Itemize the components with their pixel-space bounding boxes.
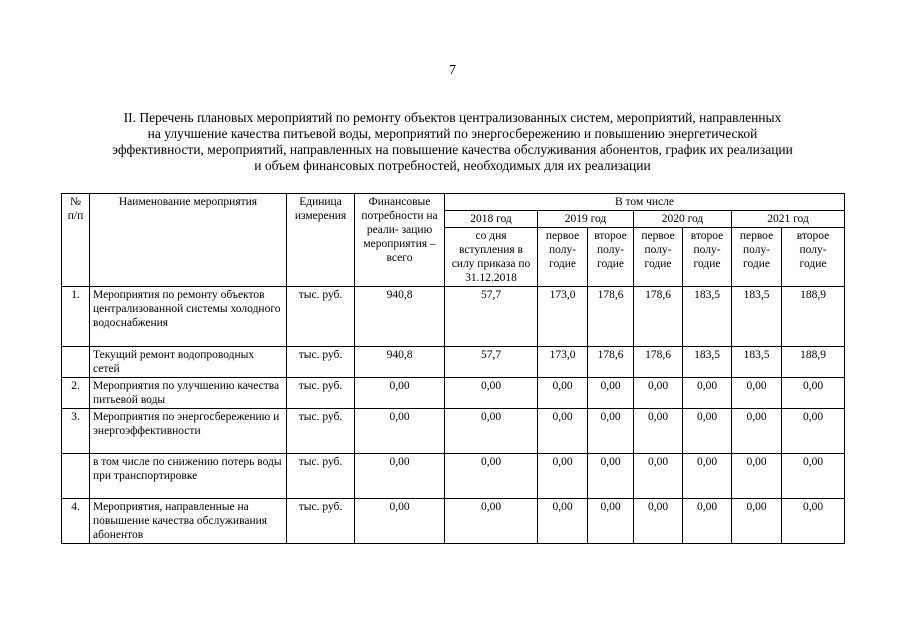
row-2018: 0,00 [445,378,538,409]
row-2021-second: 188,9 [782,287,845,347]
row-2021-second: 0,00 [782,409,845,454]
row-name: Мероприятия по энергосбережению и энергоэффективности [90,409,287,454]
header-finance: Финансовые потребности на реали- зацию мероприятия – всего [355,194,445,287]
row-num [62,454,90,499]
header-second-half: второе полу- годие [683,228,732,287]
row-num: 2. [62,378,90,409]
header-first-half: первое полу- годие [732,228,782,287]
heading-line: эффективности, мероприятий, направленных на повышение качества обслуживания абонентов, график их реализации [112,142,793,157]
header-name: Наименование мероприятия [90,194,287,287]
table-row [62,499,845,544]
row-2020-second: 0,00 [683,378,732,409]
header-including: В том числе [445,194,845,211]
row-2019-second: 178,6 [588,287,634,347]
row-2018: 0,00 [445,499,538,544]
row-unit: тыс. руб. [287,499,355,544]
row-2018: 57,7 [445,347,538,378]
table-row [62,409,845,454]
page-number: 7 [449,63,456,78]
row-num: 4. [62,499,90,544]
row-2020-first: 0,00 [634,454,683,499]
row-2021-first: 183,5 [732,347,782,378]
row-2021-second: 0,00 [782,378,845,409]
row-num: 3. [62,409,90,454]
row-2019-second: 0,00 [588,454,634,499]
header-year: 2021 год [732,211,845,228]
row-2018: 57,7 [445,287,538,347]
row-2021-second: 0,00 [782,454,845,499]
header-year: 2020 год [634,211,732,228]
row-name: Текущий ремонт водопроводных сетей [90,347,287,378]
row-name: Мероприятия по улучшению качества питьевой воды [90,378,287,409]
row-2019-first: 0,00 [538,454,588,499]
row-num [62,347,90,378]
row-unit: тыс. руб. [287,347,355,378]
row-2020-second: 183,5 [683,347,732,378]
row-2019-first: 0,00 [538,378,588,409]
row-2019-first: 0,00 [538,499,588,544]
row-2020-first: 0,00 [634,409,683,454]
header-first-half: первое полу- годие [634,228,683,287]
row-2020-second: 183,5 [683,287,732,347]
row-2021-first: 0,00 [732,378,782,409]
row-2021-first: 0,00 [732,499,782,544]
header-unit: Единица измерения [287,194,355,287]
row-total: 940,8 [355,287,445,347]
row-2019-second: 0,00 [588,378,634,409]
header-first-half: первое полу- годие [538,228,588,287]
header-year: 2018 год [445,211,538,228]
row-2018: 0,00 [445,409,538,454]
heading-line: II. Перечень плановых мероприятий по ремонту объектов централизованных систем, мероприятий, направленных [123,110,782,125]
row-unit: тыс. руб. [287,378,355,409]
row-total: 0,00 [355,454,445,499]
row-2018: 0,00 [445,454,538,499]
row-name: Мероприятия по ремонту объектов централизованной системы холодного водоснабжения [90,287,287,347]
row-total: 0,00 [355,378,445,409]
row-2021-second: 0,00 [782,499,845,544]
row-2020-second: 0,00 [683,499,732,544]
row-total: 0,00 [355,499,445,544]
plan-table [61,193,845,544]
row-2019-second: 0,00 [588,409,634,454]
row-2021-second: 188,9 [782,347,845,378]
row-2020-second: 0,00 [683,454,732,499]
row-total: 940,8 [355,347,445,378]
table-row [62,454,845,499]
header-year: 2019 год [538,211,634,228]
row-2020-first: 178,6 [634,347,683,378]
table-row [62,347,845,378]
row-2020-second: 0,00 [683,409,732,454]
header-num: № п/п [62,194,90,287]
row-name: Мероприятия, направленные на повышение качества обслуживания абонентов [90,499,287,544]
header-second-half: второе полу- годие [588,228,634,287]
header-2018-period: со дня вступления в силу приказа по 31.12.2018 [445,228,538,287]
row-2020-first: 178,6 [634,287,683,347]
row-2019-first: 173,0 [538,287,588,347]
row-2021-first: 183,5 [732,287,782,347]
row-2019-first: 0,00 [538,409,588,454]
section-heading [60,110,845,174]
row-2020-first: 0,00 [634,378,683,409]
row-unit: тыс. руб. [287,454,355,499]
row-2019-first: 173,0 [538,347,588,378]
row-2019-second: 0,00 [588,499,634,544]
table-row [62,378,845,409]
heading-line: и объем финансовых потребностей, необходимых для их реализации [254,158,651,173]
row-num: 1. [62,287,90,347]
row-unit: тыс. руб. [287,287,355,347]
row-name: в том числе по снижению потерь воды при транспортировке [90,454,287,499]
row-2019-second: 178,6 [588,347,634,378]
row-2020-first: 0,00 [634,499,683,544]
heading-line: на улучшение качества питьевой воды, мероприятий по энергосбережению и повышению энергетической [147,126,758,141]
header-second-half: второе полу- годие [782,228,845,287]
row-2021-first: 0,00 [732,454,782,499]
row-unit: тыс. руб. [287,409,355,454]
table-row [62,287,845,347]
row-2021-first: 0,00 [732,409,782,454]
row-total: 0,00 [355,409,445,454]
